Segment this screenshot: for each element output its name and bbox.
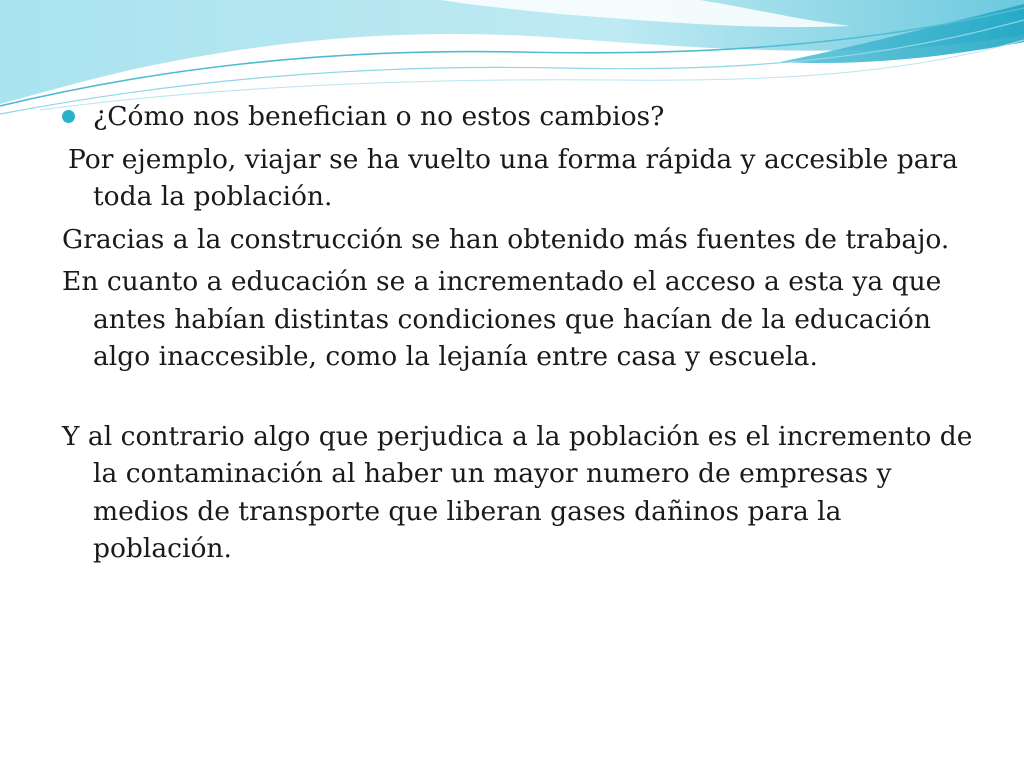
slide-body bbox=[62, 98, 982, 568]
paragraph-education: En cuanto a educación se a incrementado el acceso a esta ya que antes habían distintas condiciones que hacían de la educación algo inaccesible, como la lejanía entre casa y escuela. bbox=[62, 266, 942, 372]
paragraph-construction: Gracias a la construcción se han obtenido más fuentes de trabajo. bbox=[62, 223, 950, 255]
bullet-item bbox=[62, 98, 982, 136]
bullet-dot-icon bbox=[62, 110, 75, 123]
bullet-question: ¿Cómo nos benefician o no estos cambios? bbox=[93, 101, 665, 132]
paragraph-travel: Por ejemplo, viajar se ha vuelto una forma rápida y accesible para toda la población. bbox=[68, 143, 958, 212]
paragraph-pollution: Y al contrario algo que perjudica a la población es el incremento de la contaminación al haber un mayor numero de empresas y medios de transporte que liberan gases dañinos para la población. bbox=[62, 420, 973, 564]
